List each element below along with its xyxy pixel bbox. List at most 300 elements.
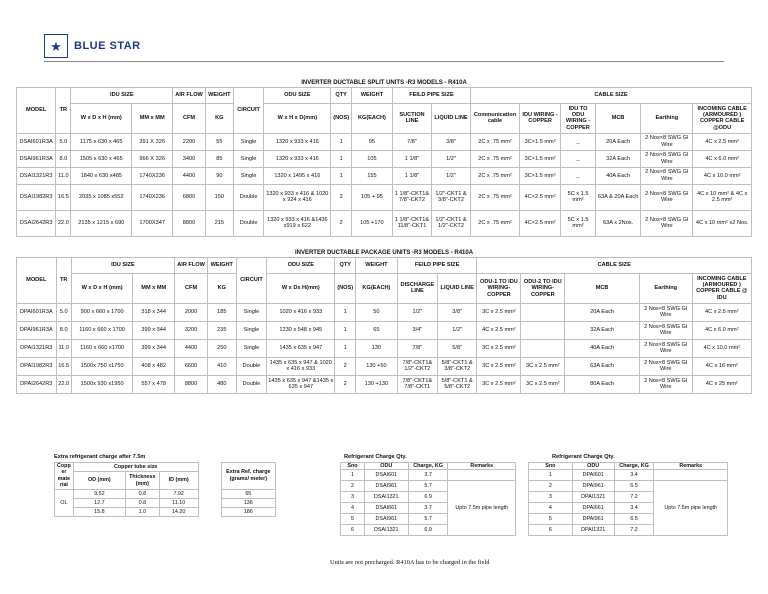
remarks-cell [448,470,516,481]
table-cell: 1500x 750 x1750 [71,357,132,375]
split-rows [17,133,752,236]
table-cell: 8800 [175,375,208,393]
table-cell: 16.5 [56,357,71,375]
table-cell: 95 [351,133,392,150]
table-cell: 1700X347 [132,210,173,236]
table-cell: 130 +130 [356,375,398,393]
pkg-col-mcb: MCB [565,273,640,303]
table-cell: 2 Nos×8 SWG GI Wire [641,150,693,167]
table-cell: 557 x 478 [133,375,175,393]
table-cell: 2 Nos×8 SWG GI Wire [641,167,693,184]
table-cell: 5 [529,514,573,525]
refcharge1-title: Refrigerant Charge Qty. [344,454,407,460]
table-cell: 5/8"-CKT1 & 5/8"-CKT2 [437,375,477,393]
table-cell: 12.7 [73,498,125,507]
table-cell: 8800 [173,210,206,236]
table-cell: 2 [331,184,351,210]
table-cell: 1 [331,167,351,184]
table-cell: Double [236,375,267,393]
table-cell: 7/8"-CKT1& 1/2"-CKT2 [397,357,437,375]
table-cell: 4C×2.5 mm² [520,210,561,236]
extra-table-row [55,498,276,507]
table-cell: 4C x 2.5 mm² [692,303,751,321]
table-cell: 4C x 25 mm² [692,375,751,393]
table-cell: 3400 [173,150,206,167]
table-cell [521,339,565,357]
table-cell: 2 Nos×8 SWG GI Wire [641,133,693,150]
table-cell: DSAI961 [364,481,408,492]
table-cell: 1 1/8"-CKT1& 11/8"-CKT1 [393,210,432,236]
table-cell: 1160 x 660 x 1700 [71,321,132,339]
extra-col-od: OD (mm) [73,472,125,490]
table-cell: 1435 x 635 x 947 &1435 x 635 x 947 [267,375,335,393]
table-cell: 3/8" [432,133,471,150]
table-cell: 105 [351,150,392,167]
table-cell: 3C x 2.5 mm² [521,357,565,375]
rc2-col-odu: ODU [572,463,614,470]
table-cell: DPAI661 [572,503,614,514]
table-cell: 2 Nos×8 SWG GI Wire [641,210,693,236]
table-cell: DPAI961R3A [17,321,57,339]
split-table-row [17,150,752,167]
table-cell: 1320 x 933 x 416 &1436 x919 x 622 [264,210,331,236]
refcharge2-row [529,481,728,492]
table-cell: DPAI961 [572,514,614,525]
idu-size-header: IDU SIZE [71,87,173,103]
table-cell: 4C x 2.5 mm² [477,321,521,339]
table-cell: 1505 x 630 x 465 [71,150,132,167]
table-cell: 318 x 344 [133,303,175,321]
rc2-col-remarks: Remarks [654,463,728,470]
table-cell: 3C x 2.5 mm² [521,375,565,393]
refcharge2-rows [529,470,728,536]
table-cell: 4C×2.5 mm² [520,184,561,210]
pkg-col-qty: QTY [335,257,356,273]
table-cell: 7.2 [614,492,654,503]
package-table-row [17,321,752,339]
table-cell: 3C x 2.5 mm² [477,357,521,375]
table-cell: Single [236,339,267,357]
col-kg: KG [205,103,233,133]
table-cell: 7/8"-CKT1& 7/8"-CKT1 [397,375,437,393]
table-cell: DSAI601R3A [17,133,56,150]
table-cell: 6.5 [614,481,654,492]
table-cell: DPAI1321 [572,525,614,536]
table-cell: DSAI1321R3 [17,167,56,184]
col-mm: MM x MM [132,103,173,133]
pkg-col-discharge: DISCHARGE LINE [397,273,437,303]
refcharge2-title: Refrigerant Charge Qty. [552,454,615,460]
extra-col-copper: Copper tube size [73,463,198,472]
split-table-row [17,133,752,150]
col-earthing: Earthing [641,103,693,133]
pkg-col-cfm: CFM [175,273,208,303]
table-cell: 1320 x 933 x 416 [264,133,331,150]
table-cell: 9.52 [73,489,125,498]
table-cell: 6800 [173,184,206,210]
table-cell: 5 [341,514,365,525]
feild-pipe-header: FEILD PIPE SIZE [393,87,471,103]
pkg-idu-size-header: IDU SIZE [71,257,174,273]
table-cell: 215 [205,210,233,236]
table-cell: 65 [356,321,398,339]
table-cell: _ [561,150,596,167]
table-cell: 5C x 1.5 mm² [561,184,596,210]
table-cell: 1320 x 933 x 416 & 1020 x 924 x 416 [264,184,331,210]
table-cell: 1 1/8" [393,167,432,184]
table-cell: _ [561,133,596,150]
table-cell: 3200 [175,321,208,339]
table-cell: DPAI961 [572,481,614,492]
package-table-row [17,339,752,357]
pkg-col-mm: MM x MM [133,273,175,303]
pkg-col-kgeach: KG(EACH) [356,273,398,303]
table-cell: 2 [335,375,356,393]
cable-size-header: CABLE SIZE [471,87,752,103]
table-cell: 65 [221,489,275,498]
table-cell [521,321,565,339]
table-cell: 6 [341,525,365,536]
table-cell: 6.5 [614,514,654,525]
rc1-col-charge: Charge, KG [408,463,448,470]
refcharge1-rows [341,470,516,536]
table-cell: DPAI1982R3 [17,357,57,375]
table-cell: 1320 x 933 x 416 [264,150,331,167]
table-cell: 966 X 326 [132,150,173,167]
table-cell: 7.92 [159,489,198,498]
col-qty: QTY [331,87,351,103]
table-cell: 32A Each [565,321,640,339]
extra-col-thick: Thickness (mm) [125,472,159,490]
table-cell: 1740X236 [132,184,173,210]
table-cell: 155 [351,167,392,184]
table-cell: 3C×1.5 mm² [520,167,561,184]
table-cell: 20A Each [565,303,640,321]
table-cell: 1320 x 1495 x 416 [264,167,331,184]
table-cell: 2 [335,357,356,375]
pkg-col-kg: KG [208,273,237,303]
extra-col-id: ID (mm) [159,472,198,490]
table-cell: 1175 x 630 x 465 [71,133,132,150]
table-cell: 4C x 6.0 mm² [692,321,751,339]
table-cell: 0.8 [125,489,159,498]
table-cell: 3C x 2.5 mm² [477,303,521,321]
package-table-row [17,375,752,393]
table-cell: 80A Each [565,375,640,393]
table-cell: 4C x 6.0 mm² [693,150,752,167]
table-cell: 3 [341,492,365,503]
table-cell: Single [233,133,263,150]
table-cell: 5C x 1.5 mm² [561,210,596,236]
table-cell: 2 Nos×8 SWG GI Wire [639,303,692,321]
table-cell: 3C x 2.5 mm² [477,339,521,357]
table-cell: 1 [341,470,365,481]
refcharge1-row [341,470,516,481]
material-cell: OL [55,489,74,516]
table-cell: 15.8 [73,507,125,516]
table-cell: 2 Nos×8 SWG GI Wire [639,321,692,339]
table-cell: 1/2"-CKT1 & 3/8"-CKT2 [432,184,471,210]
split-table-row [17,167,752,184]
table-cell: Double [233,210,263,236]
table-cell: 2C x .75 mm² [471,150,520,167]
table-cell: 391 X 326 [132,133,173,150]
col-iduwiring: IDU WIRING -COPPER [520,103,561,133]
table-cell: 11.10 [159,498,198,507]
table-cell: 4 [341,503,365,514]
pkg-col-earthing: Earthing [639,273,692,303]
table-cell: 2C x .75 mm² [471,167,520,184]
table-cell: 235 [208,321,237,339]
table-cell: 399 x 344 [133,339,175,357]
star-icon: ★ [44,34,68,58]
table-cell: 150 [205,184,233,210]
table-cell: _ [561,167,596,184]
table-cell: DPAI1321 [572,492,614,503]
spacer-cell [198,489,221,498]
package-units-table [16,250,752,394]
table-cell: 1/2" [397,303,437,321]
table-cell: DSAI961R3A [17,150,56,167]
table-cell: 1740X236 [132,167,173,184]
table-cell: DSAI961 [364,514,408,525]
table-cell: 3.4 [614,470,654,481]
table-cell: 130 [356,339,398,357]
table-cell: 11.0 [56,339,71,357]
package-table-row [17,357,752,375]
table-cell: 5.7 [408,481,448,492]
table-cell: 7.2 [614,525,654,536]
spacer-cell [198,498,221,507]
table-cell: 3C x 2.5 mm² [477,375,521,393]
table-cell: 4C x 10.0 mm² [693,167,752,184]
rc1-col-sno: Sno [341,463,365,470]
table-cell: 4C x 10 mm² x2 Nos. [693,210,752,236]
table-cell: 6.9 [408,492,448,503]
table-cell: 1840 x 630 x485 [71,167,132,184]
table-cell: 50 [356,303,398,321]
table-cell: 2 [341,481,365,492]
table-cell: DPAI2642R3 [17,375,57,393]
col-tr: TR [56,87,71,133]
pkg-col-incoming: INCOMING CABLE (ARMOURED ) COPPER CABLE @ IDU [692,273,751,303]
header-divider [44,61,724,62]
table-cell: 40A Each [595,167,641,184]
col-comm: Communication cable [471,103,520,133]
table-cell: DSAI661 [364,503,408,514]
table-cell: 3/8" [437,303,477,321]
table-cell: 6.9 [408,525,448,536]
table-cell: 2C x .75 mm² [471,184,520,210]
table-cell: 1435 x 635 x 947 & 1020 x 416 x 933 [267,357,335,375]
table-cell: 4 [529,503,573,514]
table-cell: DPAI601 [572,470,614,481]
table-cell: 90 [205,167,233,184]
table-cell: 1 [331,133,351,150]
table-cell: 8.0 [56,150,71,167]
table-cell: 3.7 [408,470,448,481]
pkg-col-liquid: LIQUID LINE [437,273,477,303]
refcharge1-table [340,462,516,536]
table-cell: DSAI1321 [364,525,408,536]
col-mcb: MCB [595,103,641,133]
remarks-cell: Upto 7.5m pipe length [654,481,728,536]
table-cell: 20A Each [595,133,641,150]
table-cell: 4400 [173,167,206,184]
pkg-col-weight2: WEIGHT [356,257,398,273]
table-cell: 2 Nos×8 SWG GI Wire [639,375,692,393]
table-cell: 2135 x 1215 x 690 [71,210,132,236]
table-cell: 22.0 [56,375,71,393]
brand-name: BLUE STAR [74,40,141,52]
table-cell: 3 [529,492,573,503]
extra-charge-title: Extra refrigerant charge after 7.5m [54,454,146,460]
table-cell: 408 x 482 [133,357,175,375]
pkg-col-odu1: ODU-1 TO IDU WIRING-COPPER [477,273,521,303]
table-cell: 7/8" [397,339,437,357]
col-kgeach: KG(EACH) [351,103,392,133]
table-cell: 1 [331,150,351,167]
table-cell: 480 [208,375,237,393]
table-cell: 5/8" [437,339,477,357]
table-cell: 130 +50 [356,357,398,375]
table-cell: Double [236,357,267,375]
split-title: INVERTER DUCTABLE SPLIT UNITS -R3 MODELS - R410A [301,80,467,86]
pkg-col-wxdxh: W x D x H (mm) [71,273,132,303]
col-wxdxh: W x D x H (mm) [71,103,132,133]
table-cell: 11.0 [56,167,71,184]
refcharge2-table [528,462,728,536]
pkg-col-wxdxh2: W x Dx H(mm) [267,273,335,303]
package-table-row [17,303,752,321]
table-cell: 5.7 [408,514,448,525]
table-cell: 4C x 2.5 mm² [693,133,752,150]
table-cell: 5.0 [56,303,71,321]
table-cell: 4C x 10.0 mm² [692,339,751,357]
col-wxhxd: W x H x D(mm) [264,103,331,133]
table-cell: 22.0 [56,210,71,236]
split-table-row [17,210,752,236]
col-weight2: WEIGHT [351,87,392,103]
col-cfm: CFM [173,103,206,133]
table-cell: 3C×1.5 mm² [520,133,561,150]
table-cell: 63A & 20A Each [595,184,641,210]
table-cell: 1/2" [437,321,477,339]
table-cell: 5.0 [56,133,71,150]
extra-col-material: Copp er mate rial [55,463,74,490]
col-nos: (NOS) [331,103,351,133]
table-cell: DPAI601R3A [17,303,57,321]
table-cell: 3C×1.5 mm² [520,150,561,167]
pkg-col-weight: WEIGHT [208,257,237,273]
remarks-cell [654,470,728,481]
table-cell: 3/4" [397,321,437,339]
table-cell: 85 [205,150,233,167]
split-units-table [16,80,752,237]
extra-charge-table [54,462,276,517]
table-cell: 40A Each [565,339,640,357]
col-airflow: AIR FLOW [173,87,206,103]
pkg-col-tr: TR [56,257,71,303]
table-cell: 32A Each [595,150,641,167]
table-cell: 55 [205,133,233,150]
table-cell: 1 1/8"-CKT1& 7/8"-CKT2 [393,184,432,210]
table-cell: 16.5 [56,184,71,210]
rc1-col-odu: ODU [364,463,408,470]
table-cell: 250 [208,339,237,357]
table-cell: 8.0 [56,321,71,339]
table-cell: 2 [529,481,573,492]
table-cell: 2C x .75 mm² [471,133,520,150]
table-cell: 7/8" [393,133,432,150]
table-cell: 1 [529,470,573,481]
table-cell: 1020 x 416 x 933 [267,303,335,321]
brand-logo [44,34,141,58]
table-cell: DSAI601 [364,470,408,481]
pkg-col-circuit: CIRCUIT [236,257,267,303]
table-cell: DSAI2642R3 [17,210,56,236]
table-cell: 63A Each [565,357,640,375]
pkg-col-model: MODEL [17,257,57,303]
table-cell: DSAI1982R3 [17,184,56,210]
table-cell: 4C x 10 mm² & 4C x 2.5 mm² [693,184,752,210]
table-cell: 136 [221,498,275,507]
table-cell: 1435 x 635 x 947 [267,339,335,357]
table-cell: 1 [335,339,356,357]
odu-size-header: ODU SIZE [264,87,331,103]
spacer-cell [198,507,221,516]
table-cell: 1500x 930 x1950 [71,375,132,393]
table-cell: 1230 x 548 x 945 [267,321,335,339]
table-cell: Single [233,150,263,167]
extra-col-charge: Extra Ref. charge (grams/ meter) [221,463,275,490]
table-cell: 4C x 16 mm² [692,357,751,375]
remarks-cell: Upto 7.5m pipe length [448,481,516,536]
rc1-col-remarks: Remarks [448,463,516,470]
table-cell: 2200 [173,133,206,150]
table-cell: 1/2" [432,150,471,167]
refcharge1-row [341,481,516,492]
table-cell: DPAI1321R3 [17,339,57,357]
table-cell: Double [233,184,263,210]
extra-rows [55,489,276,516]
extra-table-row [55,507,276,516]
table-cell: 105 +170 [351,210,392,236]
pkg-col-airflow: AIR FLOW [175,257,208,273]
table-cell: 1160 x 660 x1700 [71,339,132,357]
table-cell: 410 [208,357,237,375]
table-cell: Single [233,167,263,184]
table-cell: 3.7 [408,503,448,514]
package-rows [17,303,752,393]
table-cell: 1.0 [125,507,159,516]
rc2-col-sno: Sno [529,463,573,470]
col-liquid: LIQUID LINE [432,103,471,133]
precharge-note: Units are not precharged. R410A has to be charged in the field [330,559,490,566]
table-cell: 4400 [175,339,208,357]
table-cell: 63A x 2Nos. [595,210,641,236]
table-cell: 185 [208,303,237,321]
refcharge2-row [529,470,728,481]
extra-table-row [55,489,276,498]
table-cell: 2 Nos×8 SWG GI Wire [639,339,692,357]
table-cell: 2C x .75 mm² [471,210,520,236]
table-cell: 2 [331,210,351,236]
table-cell: 1 [335,303,356,321]
table-cell: 186 [221,507,275,516]
table-cell: 2000 [175,303,208,321]
rc2-col-charge: Charge, KG [614,463,654,470]
